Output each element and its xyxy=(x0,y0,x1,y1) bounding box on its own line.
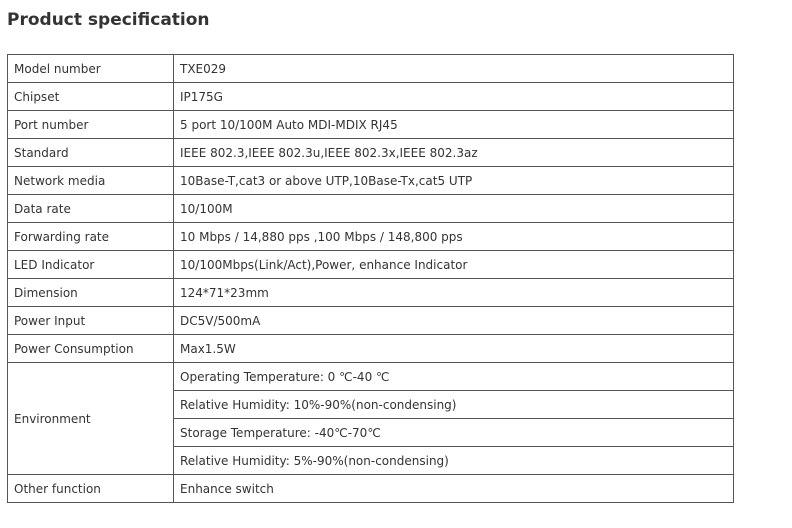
spec-value: 10 Mbps / 14,880 pps ,100 Mbps / 148,800 pps xyxy=(174,223,734,251)
spec-value: Operating Temperature: 0 ℃-40 ℃ xyxy=(174,363,734,391)
spec-label: Standard xyxy=(8,139,174,167)
table-row xyxy=(8,167,734,195)
table-row xyxy=(8,223,734,251)
spec-value: Storage Temperature: -40℃-70℃ xyxy=(174,419,734,447)
table-row xyxy=(8,335,734,363)
spec-label-environment: Environment xyxy=(8,363,174,475)
table-row xyxy=(8,111,734,139)
spec-label: LED Indicator xyxy=(8,251,174,279)
spec-value: Max1.5W xyxy=(174,335,734,363)
spec-label: Dimension xyxy=(8,279,174,307)
table-row xyxy=(8,139,734,167)
spec-value: DC5V/500mA xyxy=(174,307,734,335)
table-row xyxy=(8,475,734,503)
spec-label: Data rate xyxy=(8,195,174,223)
table-row xyxy=(8,363,734,391)
spec-label: Port number xyxy=(8,111,174,139)
spec-label: Forwarding rate xyxy=(8,223,174,251)
spec-label: Model number xyxy=(8,55,174,83)
spec-label: Network media xyxy=(8,167,174,195)
table-row xyxy=(8,83,734,111)
spec-value: 10/100M xyxy=(174,195,734,223)
spec-value: 10Base-T,cat3 or above UTP,10Base-Tx,cat5 UTP xyxy=(174,167,734,195)
table-row xyxy=(8,307,734,335)
table-row xyxy=(8,251,734,279)
table-row xyxy=(8,195,734,223)
spec-value: Relative Humidity: 5%-90%(non-condensing) xyxy=(174,447,734,475)
table-row xyxy=(8,55,734,83)
page-title: Product specification xyxy=(7,10,210,30)
spec-value: TXE029 xyxy=(174,55,734,83)
table-row xyxy=(8,279,734,307)
spec-value: IP175G xyxy=(174,83,734,111)
spec-value: Relative Humidity: 10%-90%(non-condensing) xyxy=(174,391,734,419)
spec-value: IEEE 802.3,IEEE 802.3u,IEEE 802.3x,IEEE 802.3az xyxy=(174,139,734,167)
spec-label: Power Consumption xyxy=(8,335,174,363)
spec-value: Enhance switch xyxy=(174,475,734,503)
spec-table xyxy=(7,54,734,503)
spec-value: 124*71*23mm xyxy=(174,279,734,307)
spec-label: Chipset xyxy=(8,83,174,111)
spec-value: 5 port 10/100M Auto MDI-MDIX RJ45 xyxy=(174,111,734,139)
spec-value: 10/100Mbps(Link/Act),Power, enhance Indicator xyxy=(174,251,734,279)
spec-label: Power Input xyxy=(8,307,174,335)
spec-label: Other function xyxy=(8,475,174,503)
